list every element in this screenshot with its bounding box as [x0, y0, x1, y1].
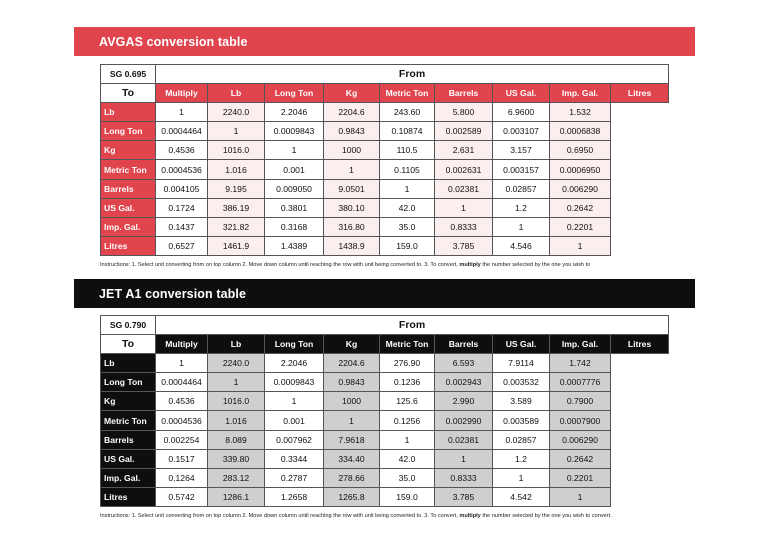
jet-row-header: Litres [101, 487, 156, 506]
jet-table-cell: 0.7900 [550, 392, 611, 411]
avgas-table-cell: 0.0004536 [156, 160, 208, 179]
avgas-table-cell: 9.0501 [324, 179, 380, 198]
avgas-column-header: Barrels [435, 84, 493, 103]
jet-table-cell: 276.90 [380, 354, 435, 373]
jet-column-header: Barrels [435, 335, 493, 354]
jet-table-cell: 2.2046 [265, 354, 324, 373]
avgas-column-header: Kg [324, 84, 380, 103]
jet-table-cell: 4.542 [493, 487, 550, 506]
avgas-column-header: Metric Ton [380, 84, 435, 103]
jet-table-cell: 1 [493, 468, 550, 487]
avgas-table-cell: 0.0006950 [550, 160, 611, 179]
avgas-table-cell: 2240.0 [208, 103, 265, 122]
avgas-instr-suffix: the number selected by the one you wish to [482, 262, 591, 268]
jet-table-cell: 1.742 [550, 354, 611, 373]
avgas-table-cell: 35.0 [380, 217, 435, 236]
jet-column-header: Litres [611, 335, 669, 354]
avgas-table-cell: 42.0 [380, 198, 435, 217]
avgas-table-cell: 316.80 [324, 217, 380, 236]
avgas-table-cell: 1.2 [493, 198, 550, 217]
jet-table-cell: 0.003532 [493, 373, 550, 392]
avgas-row-header: Metric Ton [101, 160, 156, 179]
jet-table-cell: 0.0004464 [156, 373, 208, 392]
jet-table-cell: 0.1236 [380, 373, 435, 392]
jet-table-cell: 0.002943 [435, 373, 493, 392]
jet-table-cell: 1 [435, 449, 493, 468]
avgas-instr-prefix: Instructions: 1. Select unit converting from on top column 2. Move down column until reaching the row with unit being converted to. 3. To convert, [100, 262, 458, 268]
avgas-table-cell: 5.800 [435, 103, 493, 122]
jet-table-cell: 1.2658 [265, 487, 324, 506]
jet-column-header: Imp. Gal. [550, 335, 611, 354]
avgas-table-cell: 0.009050 [265, 179, 324, 198]
jet-table-cell: 8.089 [208, 430, 265, 449]
jet-table-cell: 334.40 [324, 449, 380, 468]
jet-column-header: US Gal. [493, 335, 550, 354]
jet-table-cell: 0.0007900 [550, 411, 611, 430]
avgas-table-cell: 1016.0 [208, 141, 265, 160]
avgas-row-header: Imp. Gal. [101, 217, 156, 236]
jet-table-cell: 159.0 [380, 487, 435, 506]
jet-table-cell: 0.4536 [156, 392, 208, 411]
jet-conversion-table [100, 315, 669, 507]
jet-table-cell: 0.001 [265, 411, 324, 430]
jet-column-header: Kg [324, 335, 380, 354]
avgas-table-cell: 1 [265, 141, 324, 160]
avgas-table-cell: 3.157 [493, 141, 550, 160]
avgas-table-cell: 0.2642 [550, 198, 611, 217]
avgas-table-row [101, 217, 669, 236]
jet-table-row [101, 430, 669, 449]
avgas-table-cell: 321.82 [208, 217, 265, 236]
avgas-table-cell: 1461.9 [208, 236, 265, 255]
avgas-table-cell: 110.5 [380, 141, 435, 160]
avgas-column-header: Lb [208, 84, 265, 103]
avgas-table-cell: 1 [324, 160, 380, 179]
avgas-table-cell: 1 [208, 122, 265, 141]
avgas-table-cell: 0.001 [265, 160, 324, 179]
jet-table-cell: 1 [156, 354, 208, 373]
avgas-table-cell: 1438.9 [324, 236, 380, 255]
jet-table-cell: 0.006290 [550, 430, 611, 449]
jet-table-cell: 0.2787 [265, 468, 324, 487]
jet-table-cell: 1 [380, 430, 435, 449]
jet-table-cell: 42.0 [380, 449, 435, 468]
avgas-table-cell: 380.10 [324, 198, 380, 217]
jet-row-header: Barrels [101, 430, 156, 449]
jet-table-cell: 1 [208, 373, 265, 392]
jet-table-cell: 1.016 [208, 411, 265, 430]
avgas-table-cell: 0.8333 [435, 217, 493, 236]
jet-row-header: Imp. Gal. [101, 468, 156, 487]
jet-section [74, 279, 695, 308]
jet-table-cell: 2.990 [435, 392, 493, 411]
jet-table-cell: 0.1264 [156, 468, 208, 487]
avgas-table-cell: 0.1437 [156, 217, 208, 236]
avgas-table-cell: 386.19 [208, 198, 265, 217]
avgas-table-cell: 0.0004464 [156, 122, 208, 141]
avgas-table-cell: 0.0006838 [550, 122, 611, 141]
jet-table-cell: 0.1256 [380, 411, 435, 430]
jet-top-row [101, 316, 669, 335]
avgas-table-cell: 1 [380, 179, 435, 198]
jet-table-cell: 1000 [324, 392, 380, 411]
jet-table-cell: 283.12 [208, 468, 265, 487]
avgas-title: AVGAS conversion table [74, 27, 695, 56]
jet-row-header: Kg [101, 392, 156, 411]
jet-table-cell: 339.80 [208, 449, 265, 468]
jet-table-cell: 3.785 [435, 487, 493, 506]
jet-multiply-header: Multiply [156, 335, 208, 354]
avgas-table-cell: 0.006290 [550, 179, 611, 198]
avgas-table-cell: 0.6527 [156, 236, 208, 255]
jet-instructions [100, 513, 660, 520]
jet-instr-prefix: Instructions: 1. Select unit converting from on top column 2. Move down column until reaching the row with unit being converted to. 3. To convert, [100, 513, 458, 519]
avgas-table-cell: 0.3801 [265, 198, 324, 217]
avgas-column-header: Long Ton [265, 84, 324, 103]
jet-table-cell: 0.007962 [265, 430, 324, 449]
jet-column-header: Long Ton [265, 335, 324, 354]
jet-table-cell: 7.9114 [493, 354, 550, 373]
jet-table-cell: 0.1517 [156, 449, 208, 468]
avgas-top-row [101, 65, 669, 84]
jet-table-cell: 1.2 [493, 449, 550, 468]
jet-table-cell: 0.002990 [435, 411, 493, 430]
avgas-column-header: Litres [611, 84, 669, 103]
avgas-table-cell: 1 [435, 198, 493, 217]
avgas-table-row [101, 198, 669, 217]
jet-from-label: From [156, 316, 669, 335]
avgas-table-cell: 0.02857 [493, 179, 550, 198]
avgas-table-cell: 1.016 [208, 160, 265, 179]
avgas-row-header: Litres [101, 236, 156, 255]
avgas-table-cell: 0.002631 [435, 160, 493, 179]
jet-table-cell: 0.02381 [435, 430, 493, 449]
avgas-instr-bold: multiply [459, 262, 481, 268]
avgas-table-row [101, 236, 669, 255]
jet-table-cell: 6.593 [435, 354, 493, 373]
avgas-table-cell: 0.02381 [435, 179, 493, 198]
avgas-row-header: Kg [101, 141, 156, 160]
avgas-row-header: Lb [101, 103, 156, 122]
jet-table-row [101, 373, 669, 392]
avgas-table-cell: 0.004105 [156, 179, 208, 198]
jet-table-cell: 0.8333 [435, 468, 493, 487]
avgas-table-cell: 2204.6 [324, 103, 380, 122]
avgas-table-cell: 3.785 [435, 236, 493, 255]
jet-table-cell: 3.589 [493, 392, 550, 411]
avgas-table-cell: 0.002589 [435, 122, 493, 141]
jet-title: JET A1 conversion table [74, 279, 695, 308]
avgas-sg-label: SG 0.695 [101, 65, 156, 84]
jet-table-row [101, 468, 669, 487]
avgas-table-cell: 1 [493, 217, 550, 236]
jet-column-header: Metric Ton [380, 335, 435, 354]
avgas-table-cell: 0.9843 [324, 122, 380, 141]
jet-table-cell: 278.66 [324, 468, 380, 487]
avgas-table-row [101, 179, 669, 198]
jet-table-cell: 0.0007776 [550, 373, 611, 392]
jet-row-header: Long Ton [101, 373, 156, 392]
avgas-table-cell: 0.3168 [265, 217, 324, 236]
jet-row-header: Metric Ton [101, 411, 156, 430]
avgas-column-header: US Gal. [493, 84, 550, 103]
avgas-row-header: US Gal. [101, 198, 156, 217]
jet-table-cell: 2204.6 [324, 354, 380, 373]
avgas-instructions [100, 262, 660, 269]
jet-table-row [101, 411, 669, 430]
avgas-table-cell: 0.6950 [550, 141, 611, 160]
jet-instr-suffix: the number selected by the one you wish to convert. [482, 513, 612, 519]
jet-table-cell: 1016.0 [208, 392, 265, 411]
avgas-from-label: From [156, 65, 669, 84]
avgas-table-cell: 1.4389 [265, 236, 324, 255]
avgas-table-cell: 4.546 [493, 236, 550, 255]
jet-sg-label: SG 0.790 [101, 316, 156, 335]
avgas-table-row [101, 141, 669, 160]
avgas-table-cell: 243.60 [380, 103, 435, 122]
jet-table-row [101, 392, 669, 411]
jet-row-header: Lb [101, 354, 156, 373]
avgas-table-cell: 6.9600 [493, 103, 550, 122]
avgas-table-row [101, 160, 669, 179]
jet-table-cell: 0.2642 [550, 449, 611, 468]
jet-table-cell: 0.003589 [493, 411, 550, 430]
avgas-table-cell: 0.2201 [550, 217, 611, 236]
avgas-multiply-header: Multiply [156, 84, 208, 103]
jet-table-cell: 0.02857 [493, 430, 550, 449]
jet-table-cell: 0.002254 [156, 430, 208, 449]
avgas-table-cell: 0.003157 [493, 160, 550, 179]
avgas-table-cell: 0.4536 [156, 141, 208, 160]
jet-instr-bold: multiply [459, 513, 481, 519]
avgas-column-header: Imp. Gal. [550, 84, 611, 103]
jet-table-row [101, 449, 669, 468]
jet-table-cell: 125.6 [380, 392, 435, 411]
jet-table-cell: 2240.0 [208, 354, 265, 373]
avgas-header-row [101, 84, 669, 103]
avgas-table-row [101, 103, 669, 122]
avgas-table-cell: 0.1724 [156, 198, 208, 217]
avgas-table-cell: 0.1105 [380, 160, 435, 179]
avgas-table-cell: 0.003107 [493, 122, 550, 141]
avgas-to-label: To [101, 84, 156, 103]
avgas-table-cell: 1000 [324, 141, 380, 160]
jet-to-label: To [101, 335, 156, 354]
avgas-section [74, 27, 695, 56]
avgas-table-row [101, 122, 669, 141]
jet-table-cell: 0.2201 [550, 468, 611, 487]
jet-row-header: US Gal. [101, 449, 156, 468]
avgas-conversion-table [100, 64, 669, 256]
avgas-table-cell: 1 [156, 103, 208, 122]
jet-header-row [101, 335, 669, 354]
jet-table-row [101, 487, 669, 506]
avgas-row-header: Barrels [101, 179, 156, 198]
jet-table-cell: 1 [265, 392, 324, 411]
jet-table-cell: 35.0 [380, 468, 435, 487]
avgas-table-cell: 1 [550, 236, 611, 255]
jet-table-cell: 1265.8 [324, 487, 380, 506]
jet-column-header: Lb [208, 335, 265, 354]
jet-table-cell: 0.3344 [265, 449, 324, 468]
avgas-table-cell: 9.195 [208, 179, 265, 198]
avgas-table-cell: 2.631 [435, 141, 493, 160]
jet-table-cell: 0.0009843 [265, 373, 324, 392]
avgas-row-header: Long Ton [101, 122, 156, 141]
jet-table-cell: 0.0004536 [156, 411, 208, 430]
jet-table-cell: 0.5742 [156, 487, 208, 506]
avgas-table-cell: 0.0009843 [265, 122, 324, 141]
avgas-table-cell: 1.532 [550, 103, 611, 122]
jet-table-cell: 0.9843 [324, 373, 380, 392]
jet-table-row [101, 354, 669, 373]
jet-table-cell: 1 [550, 487, 611, 506]
avgas-table-cell: 2.2046 [265, 103, 324, 122]
jet-table-cell: 7.9618 [324, 430, 380, 449]
avgas-table-cell: 0.10874 [380, 122, 435, 141]
jet-table-cell: 1 [324, 411, 380, 430]
avgas-table-cell: 159.0 [380, 236, 435, 255]
jet-table-cell: 1286.1 [208, 487, 265, 506]
